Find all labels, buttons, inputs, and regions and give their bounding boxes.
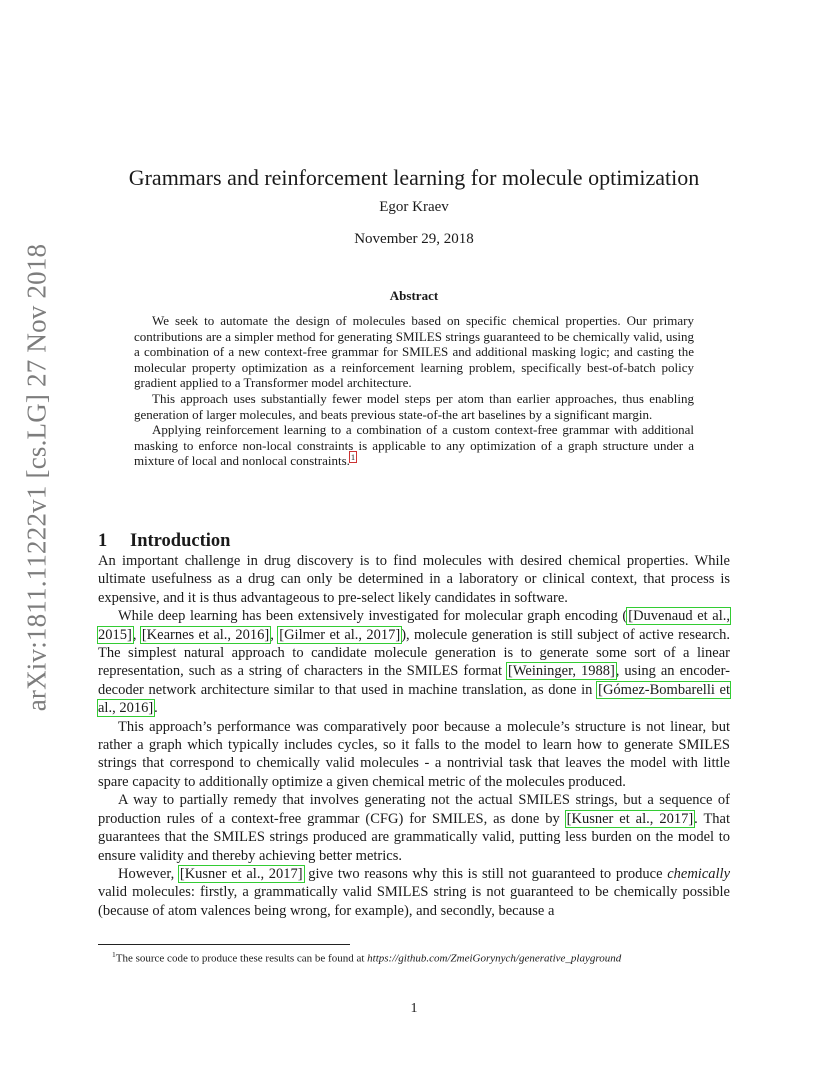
citation-link[interactable]: [Kusner et al., 2017] (179, 865, 303, 882)
arxiv-identifier: arXiv:1811.11222v1 [cs.LG] 27 Nov 2018 (21, 243, 52, 711)
citation-link[interactable]: [Gilmer et al., 2017] (279, 626, 401, 643)
body-paragraph (98, 791, 730, 865)
footnote-url[interactable]: https://github.com/ZmeiGorynych/generative_playground (367, 952, 622, 965)
citation-link[interactable]: [Kusner et al., 2017] (566, 810, 694, 827)
citation-link[interactable]: [Weininger, 1988] (508, 663, 615, 680)
text-run: However, (118, 865, 179, 882)
text-run: . That guarantees that the SMILES strings produced are grammatically valid, putting less burden on the model to ensure validity and thereby achieving better metrics. (98, 810, 731, 864)
section-heading (98, 531, 230, 552)
text-run: , (132, 626, 141, 643)
author-name: Egor Kraev (379, 199, 449, 215)
text-run: valid molecules: firstly, a grammatically valid SMILES string is not guaranteed to be chemically possible (because of atom valences being wrong, for example), and secondly, because a (98, 884, 730, 919)
text-run: , using an encoder-decoder network architecture similar to that used in machine translation, as done in (98, 663, 730, 698)
text-run: , (270, 626, 279, 643)
page-number: 1 (410, 1001, 418, 1016)
citation-link[interactable]: [Duvenaud et al., 2015] (98, 608, 730, 643)
body-paragraph (98, 865, 730, 920)
footnote-number: 1 (112, 950, 116, 959)
paper-title: Grammars and reinforcement learning for molecule optimization (128, 164, 700, 190)
footnote-divider (98, 944, 350, 945)
text-run: give two reasons why this is still not guaranteed to produce (303, 865, 668, 882)
abstract-paragraph: This approach uses substantially fewer model steps per atom than earlier approaches, thus enabling generation of larger molecules, and beats previous state-of-the art baselines by a significant margin. (134, 390, 694, 422)
footnote-text: The source code to produce these results can be found at (115, 952, 368, 965)
abstract-paragraph-text: Applying reinforcement learning to a combination of a custom context-free grammar with additional masking to enforce non-local constraints is applicable to any optimization of a graph structure under a mixture of local and nonlocal constraints. (134, 422, 694, 469)
abstract-paragraph: We seek to automate the design of molecules based on specific chemical properties. Our primary contributions are a simpler method for generating SMILES strings guaranteed to be chemically valid, using a combination of a new context-free grammar for SMILES and additional masking logic; and casting the molecular property optimization as a reinforcement learning problem, specifically best-of-batch policy gradient applied to a Transformer model architecture. (134, 313, 694, 391)
section-number: 1 (98, 531, 108, 552)
text-run: . (154, 700, 158, 717)
paper-date: November 29, 2018 (354, 231, 474, 247)
footnote (98, 948, 762, 966)
arxiv-side-stamp (12, 243, 62, 711)
body-paragraph: This approach’s performance was comparatively poor because a molecule’s structure is not linear, but rather a graph which typically includes cycles, so it falls to the model to learn how to generate SMILES strings that correspond to chemically valid molecules - a nontrivial task that leaves the model with little spare capacity to additionally optimize a given chemical metric of the molecules produced. (98, 718, 730, 790)
abstract-heading: Abstract (389, 288, 439, 303)
footnote-link[interactable]: 1 (350, 452, 356, 463)
section-title: Introduction (130, 531, 231, 552)
text-run: ), molecule generation is still subject of active research. The simplest natural approach to candidate molecule generation is to generate some sort of a linear representation, such as a string of characters in the SMILES format (98, 626, 730, 680)
text-run: While deep learning has been extensively investigated for molecular graph encoding ( (118, 608, 628, 625)
emphasis-text: chemically (667, 865, 731, 882)
abstract-paragraph (134, 422, 694, 469)
abstract (134, 313, 694, 469)
body-paragraph: An important challenge in drug discovery is to find molecules with desired chemical properties. While ultimate usefulness as a drug can only be determined in a laboratory or clinical context, that process is expensive, and it is thus advantageous to pre-select likely candidates in software. (98, 553, 730, 606)
text-run: A way to partially remedy that involves generating not the actual SMILES strings, but a sequence of production rules of a context-free grammar (CFG) for SMILES, as done by (98, 792, 730, 827)
body-text (98, 552, 730, 920)
body-paragraph (98, 607, 730, 717)
citation-link[interactable]: [Kearnes et al., 2016] (141, 626, 270, 643)
citation-link[interactable]: [Gómez-Bombarelli et al., 2016] (98, 681, 731, 717)
